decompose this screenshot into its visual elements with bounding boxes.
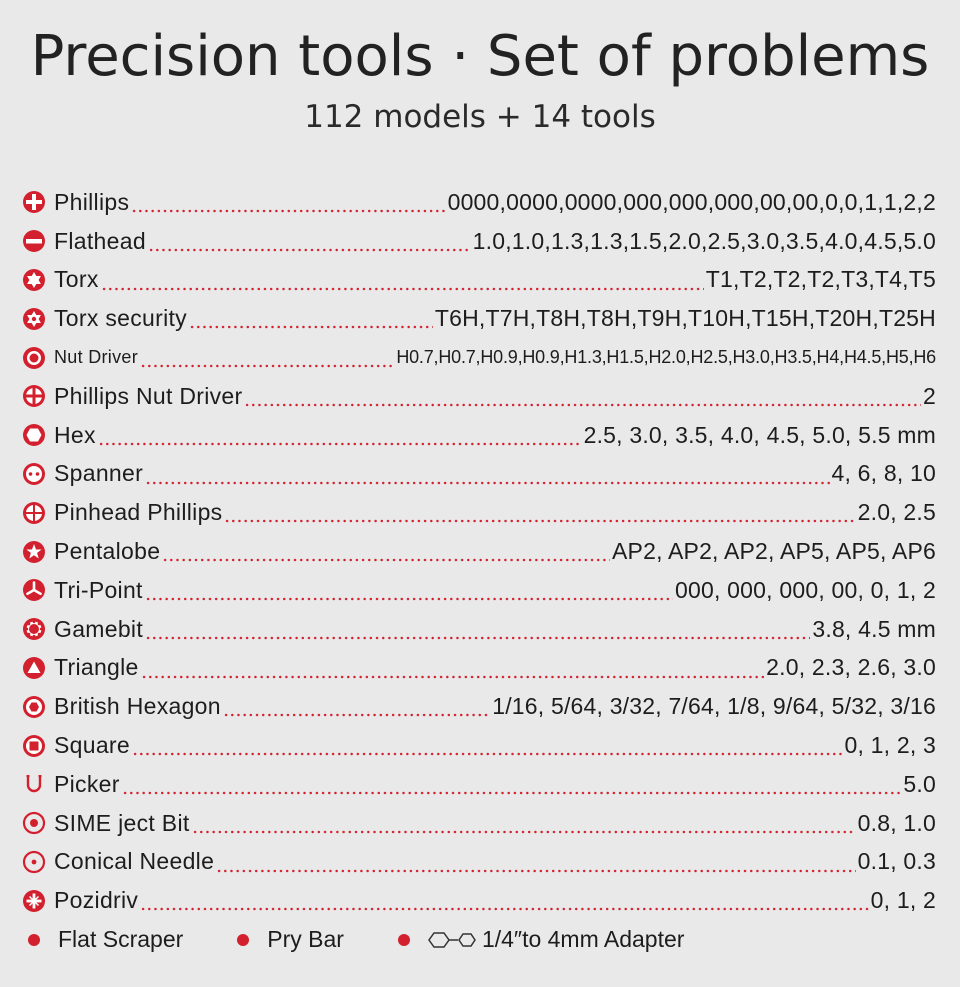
- tool-list: [22, 183, 936, 959]
- item-name: Gamebit: [54, 615, 144, 642]
- extra-item-adapter: [392, 926, 684, 953]
- dot-leader: [140, 338, 394, 377]
- item-name: SIME ject Bit: [54, 809, 190, 836]
- item-name: Pentalobe: [54, 538, 161, 565]
- list-item: [22, 455, 936, 494]
- dot-leader: [145, 571, 673, 610]
- triangle-icon: [22, 656, 46, 680]
- dot-leader: [122, 765, 902, 804]
- dot-leader: [140, 881, 868, 920]
- extra-tools-row: [22, 920, 936, 959]
- item-value: 0, 1, 2, 3: [844, 732, 936, 759]
- list-item: [22, 610, 936, 649]
- item-name: Triangle: [54, 654, 139, 681]
- gamebit-icon: [22, 617, 46, 641]
- page-subtitle: 112 models + 14 tools: [304, 99, 656, 135]
- dot-leader: [145, 610, 810, 649]
- torx-security-icon: [22, 307, 46, 331]
- extra-label: Pry Bar: [267, 926, 344, 953]
- spanner-icon: [22, 462, 46, 486]
- list-item: [22, 299, 936, 338]
- list-item: [22, 183, 936, 222]
- list-item: [22, 765, 936, 804]
- flathead-icon: [22, 229, 46, 253]
- pentalobe-icon: [22, 540, 46, 564]
- hex-adapter-icon: [428, 930, 480, 950]
- dot-leader: [223, 687, 490, 726]
- item-value: 1.0,1.0,1.3,1.3,1.5,2.0,2.5,3.0,3.5,4.0,4.5,5.0: [472, 227, 936, 254]
- dot-leader: [189, 299, 433, 338]
- item-name: Square: [54, 732, 130, 759]
- dot-leader: [162, 532, 610, 571]
- bullet-icon: [398, 934, 410, 946]
- item-name: Picker: [54, 770, 120, 797]
- item-value: 2: [923, 382, 936, 409]
- list-item: [22, 416, 936, 455]
- pinhead-phillips-icon: [22, 501, 46, 525]
- list-item: [22, 532, 936, 571]
- dot-leader: [131, 183, 445, 222]
- bullet-icon: [237, 934, 249, 946]
- item-value: 000, 000, 000, 00, 0, 1, 2: [675, 576, 936, 603]
- item-value: 0000,0000,0000,000,000,000,00,00,0,0,1,1,2,2: [447, 188, 936, 215]
- item-value: 2.5, 3.0, 3.5, 4.0, 4.5, 5.0, 5.5 mm: [583, 421, 936, 448]
- picker-icon: [22, 772, 46, 796]
- list-item: [22, 881, 936, 920]
- item-value: 0.1, 0.3: [857, 848, 936, 875]
- extra-label: 1/4″to 4mm Adapter: [481, 926, 685, 953]
- list-item: [22, 726, 936, 765]
- phillips-nut-driver-icon: [22, 384, 46, 408]
- list-item: [22, 261, 936, 300]
- dot-leader: [224, 493, 855, 532]
- conical-needle-icon: [22, 850, 46, 874]
- item-name: Tri-Point: [54, 576, 143, 603]
- hex-icon: [22, 423, 46, 447]
- list-item: [22, 222, 936, 261]
- list-item: [22, 377, 936, 416]
- list-item: [22, 571, 936, 610]
- item-name: British Hexagon: [54, 693, 221, 720]
- bullet-icon: [28, 934, 40, 946]
- dot-leader: [148, 222, 471, 261]
- item-value: AP2, AP2, AP2, AP5, AP5, AP6: [612, 538, 936, 565]
- dot-leader: [101, 261, 704, 300]
- sim-eject-icon: [22, 811, 46, 835]
- item-name: Pinhead Phillips: [54, 499, 223, 526]
- phillips-icon: [22, 190, 46, 214]
- list-item: [22, 649, 936, 688]
- pozidriv-icon: [22, 889, 46, 913]
- list-item: [22, 687, 936, 726]
- list-item: [22, 804, 936, 843]
- item-value: 1/16, 5/64, 3/32, 7/64, 1/8, 9/64, 5/32, 3/16: [492, 693, 936, 720]
- extra-item-flat-scraper: [22, 926, 183, 953]
- dot-leader: [141, 649, 765, 688]
- item-name: Torx: [54, 266, 99, 293]
- list-item: [22, 338, 936, 377]
- item-value: 0.8, 1.0: [857, 809, 936, 836]
- list-item: [22, 843, 936, 882]
- item-name: Conical Needle: [54, 848, 215, 875]
- dot-leader: [244, 377, 921, 416]
- dot-leader: [145, 455, 829, 494]
- item-name: Pozidriv: [54, 887, 139, 914]
- item-value: 2.0, 2.3, 2.6, 3.0: [766, 654, 936, 681]
- item-value: T6H,T7H,T8H,T8H,T9H,T10H,T15H,T20H,T25H: [434, 305, 936, 332]
- item-name: Phillips Nut Driver: [54, 382, 243, 409]
- tri-point-icon: [22, 578, 46, 602]
- item-value: T1,T2,T2,T2,T3,T4,T5: [705, 266, 936, 293]
- square-icon: [22, 734, 46, 758]
- item-name: Phillips: [54, 188, 130, 215]
- item-name: Spanner: [54, 460, 144, 487]
- item-value: 5.0: [903, 770, 936, 797]
- dot-leader: [132, 726, 843, 765]
- dot-leader: [216, 843, 855, 882]
- item-value: H0.7,H0.7,H0.9,H0.9,H1.3,H1.5,H2.0,H2.5,H3.0,H3.5,H4,H4.5,H5,H6: [396, 347, 936, 368]
- nut-driver-icon: [22, 346, 46, 370]
- dot-leader: [98, 416, 582, 455]
- extra-label: Flat Scraper: [58, 926, 184, 953]
- item-value: 2.0, 2.5: [857, 499, 936, 526]
- item-value: 3.8, 4.5 mm: [812, 615, 936, 642]
- item-name: Nut Driver: [54, 347, 139, 368]
- item-name: Flathead: [54, 227, 146, 254]
- list-item: [22, 493, 936, 532]
- item-value: 4, 6, 8, 10: [831, 460, 936, 487]
- extra-item-pry-bar: [231, 926, 344, 953]
- item-value: 0, 1, 2: [870, 887, 936, 914]
- page-title: Precision tools · Set of problems: [30, 24, 930, 89]
- item-name: Hex: [54, 421, 96, 448]
- item-name: Torx security: [54, 305, 187, 332]
- british-hexagon-icon: [22, 695, 46, 719]
- torx-icon: [22, 268, 46, 292]
- dot-leader: [192, 804, 856, 843]
